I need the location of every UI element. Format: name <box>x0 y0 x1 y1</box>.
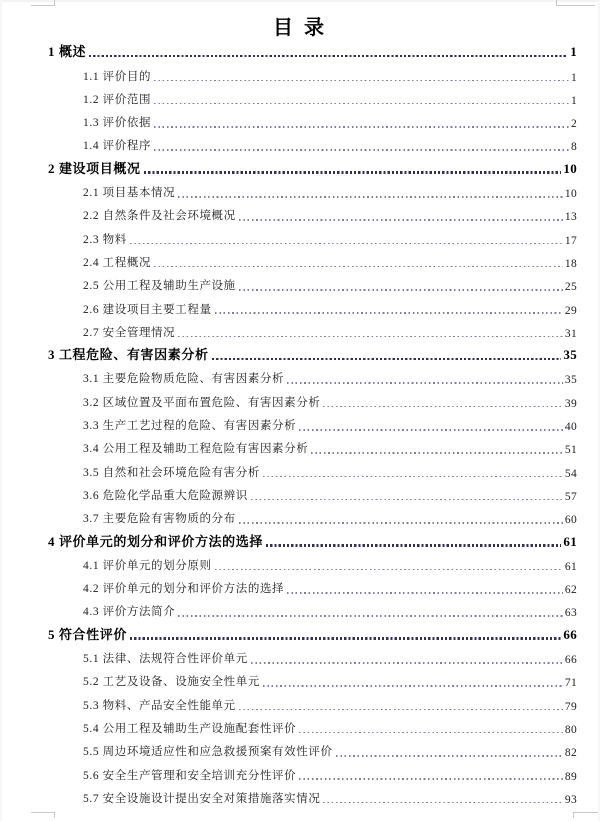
toc-entry-label: 2.5 公用工程及辅助生产设施 <box>83 280 236 293</box>
toc-leader-dots <box>178 196 563 198</box>
toc-entry-label: 4.1 评价单元的划分原则 <box>83 559 212 572</box>
toc-entry[interactable] <box>48 363 577 386</box>
toc-leader-dots <box>251 499 563 501</box>
toc-page-number: 39 <box>564 397 577 410</box>
toc-page-number: 1 <box>570 94 577 107</box>
crop-mark-top-left <box>31 0 55 6</box>
toc-entry[interactable] <box>48 177 577 200</box>
toc-page-number: 2 <box>570 118 577 131</box>
toc-entry[interactable] <box>48 736 577 759</box>
toc-leader-dots <box>336 755 563 757</box>
toc-entry[interactable] <box>48 270 577 293</box>
toc-page-number: 66 <box>563 626 577 642</box>
toc-entry-label: 4.3 评价方法简介 <box>83 606 176 619</box>
toc-leader-dots <box>263 476 563 478</box>
toc-page-number: 35 <box>563 347 577 363</box>
toc-entry[interactable] <box>48 386 577 409</box>
toc-leader-dots <box>154 126 569 128</box>
toc-entry-label: 5.6 安全生产管理和安全培训充分性评价 <box>83 769 297 782</box>
toc-entry-label: 3.4 公用工程及辅助工程危险有害因素分析 <box>83 443 309 456</box>
toc-page-number: 1 <box>570 71 577 84</box>
toc-entry-label: 1.4 评价程序 <box>83 140 152 153</box>
toc-leader-dots <box>299 778 563 780</box>
toc-leader-dots <box>130 243 563 245</box>
toc-page-number: 63 <box>564 607 577 620</box>
toc-page-number: 71 <box>564 677 577 690</box>
toc-entry[interactable] <box>48 340 577 363</box>
toc-entry[interactable] <box>48 573 577 596</box>
toc-leader-dots <box>215 569 563 571</box>
page-top-edge <box>0 0 600 2</box>
toc-entry-label: 2.4 工程概况 <box>83 256 152 269</box>
toc-leader-dots <box>287 382 563 384</box>
toc-page-number: 31 <box>564 327 577 340</box>
toc-entry[interactable] <box>48 480 577 503</box>
toc-leader-dots <box>154 266 563 268</box>
toc-page-number: 79 <box>564 700 577 713</box>
toc-leader-dots <box>323 406 562 408</box>
toc-entry[interactable] <box>48 60 577 83</box>
toc-entry[interactable] <box>48 153 577 176</box>
toc-page-number: 82 <box>564 747 577 760</box>
toc-leader-dots <box>144 171 562 173</box>
toc-entry[interactable] <box>48 84 577 107</box>
toc-entry-label: 3 工程危险、有害因素分析 <box>48 347 209 363</box>
toc-page-number: 61 <box>564 560 577 573</box>
toc-leader-dots <box>154 149 569 151</box>
toc-entry[interactable] <box>48 503 577 526</box>
toc-entry-label: 5.7 安全设施设计提出安全对策措施落实情况 <box>83 792 321 805</box>
toc-leader-dots <box>239 219 563 221</box>
toc-leader-dots <box>154 103 569 105</box>
toc-page-number: 66 <box>564 654 577 667</box>
toc-leader-dots <box>266 544 561 546</box>
toc-page-number: 10 <box>563 160 577 176</box>
toc-entry-label: 5.1 法律、法规符合性评价单元 <box>83 653 248 666</box>
toc-page-number: 25 <box>564 281 577 294</box>
toc-leader-dots <box>89 55 568 57</box>
toc-leader-dots <box>299 429 563 431</box>
toc-entry-label: 5.2 工艺及设备、设施安全性单元 <box>83 676 260 689</box>
toc-page-number: 80 <box>564 723 577 736</box>
toc-leader-dots <box>178 336 563 338</box>
toc-entry[interactable] <box>48 293 577 316</box>
toc-page-number: 61 <box>563 533 577 549</box>
toc-entry[interactable] <box>48 619 577 642</box>
toc-entry-label: 2.2 自然条件及社会环境概况 <box>83 210 236 223</box>
toc-entry[interactable] <box>48 526 577 549</box>
toc-entry-label: 3.5 自然和社会环境危险有害分析 <box>83 466 260 479</box>
toc-entry-label: 1.1 评价目的 <box>83 70 152 83</box>
toc-page-number: 18 <box>564 257 577 270</box>
toc-entry-label: 3.7 主要危险有害物质的分布 <box>83 513 236 526</box>
toc-leader-dots <box>323 802 562 804</box>
toc-page-number: 29 <box>564 304 577 317</box>
toc-leader-dots <box>239 289 563 291</box>
toc-entry-label: 2.7 安全管理情况 <box>83 326 176 339</box>
toc-entry-label: 4.2 评价单元的划分和评价方法的选择 <box>83 583 285 596</box>
toc-entry[interactable] <box>48 247 577 270</box>
toc-entry[interactable] <box>48 37 577 60</box>
toc-entry-label: 4 评价单元的划分和评价方法的选择 <box>48 533 263 549</box>
toc-leader-dots <box>212 358 562 360</box>
toc-leader-dots <box>215 312 563 314</box>
toc-page-number: 51 <box>564 444 577 457</box>
toc-list <box>48 37 577 806</box>
toc-entry-label: 1 概述 <box>48 44 87 60</box>
crop-mark-bottom-left <box>31 812 55 818</box>
toc-entry[interactable] <box>48 200 577 223</box>
toc-page-number: 8 <box>570 141 577 154</box>
toc-entry-label: 3.2 区域位置及平面布置危险、有害因素分析 <box>83 396 321 409</box>
toc-page-number: 10 <box>564 188 577 201</box>
toc-page-number: 57 <box>564 490 577 503</box>
toc-entry-label: 3.6 危险化学品重大危险源辨识 <box>83 489 248 502</box>
toc-entry-label: 3.1 主要危险物质危险、有害因素分析 <box>83 373 285 386</box>
toc-leader-dots <box>154 80 569 82</box>
toc-page-number: 40 <box>564 421 577 434</box>
toc-entry-label: 5 符合性评价 <box>48 626 127 642</box>
toc-page-number: 93 <box>564 793 577 806</box>
toc-entry[interactable] <box>48 713 577 736</box>
crop-mark-bottom-right <box>573 812 598 818</box>
toc-entry[interactable] <box>48 550 577 573</box>
toc-leader-dots <box>299 732 563 734</box>
toc-entry[interactable] <box>48 433 577 456</box>
toc-leader-dots <box>130 637 561 639</box>
toc-entry[interactable] <box>48 783 577 806</box>
toc-page-number: 35 <box>564 374 577 387</box>
toc-page-number: 1 <box>570 44 577 60</box>
toc-leader-dots <box>239 709 563 711</box>
toc-entry-label: 2 建设项目概况 <box>48 160 141 176</box>
toc-entry[interactable] <box>48 596 577 619</box>
toc-entry-label: 3.3 生产工艺过程的危险、有害因素分析 <box>83 420 297 433</box>
toc-page-number: 60 <box>564 514 577 527</box>
toc-entry-label: 5.4 公用工程及辅助生产设施配套性评价 <box>83 722 297 735</box>
toc-entry-label: 5.3 物料、产品安全性能单元 <box>83 699 236 712</box>
page-left-edge <box>0 0 2 821</box>
toc-entry[interactable] <box>48 759 577 782</box>
toc-leader-dots <box>239 522 563 524</box>
toc-entry[interactable] <box>48 317 577 340</box>
toc-entry-label: 1.2 评价范围 <box>83 93 152 106</box>
toc-leader-dots <box>178 615 563 617</box>
toc-entry[interactable] <box>48 107 577 130</box>
toc-entry[interactable] <box>48 130 577 153</box>
toc-leader-dots <box>263 685 563 687</box>
toc-leader-dots <box>251 662 563 664</box>
page-title: 目 录 <box>273 17 327 39</box>
toc-page-number: 89 <box>564 770 577 783</box>
toc-entry[interactable] <box>48 689 577 712</box>
toc-page-number: 62 <box>564 584 577 597</box>
toc-page-number: 13 <box>564 211 577 224</box>
toc-entry[interactable] <box>48 410 577 433</box>
toc-entry[interactable] <box>48 666 577 689</box>
toc-entry-label: 5.5 周边环境适应性和应急救援预案有效性评价 <box>83 746 333 759</box>
toc-entry[interactable] <box>48 456 577 479</box>
crop-mark-top-right <box>556 0 595 6</box>
toc-page-number: 54 <box>564 467 577 480</box>
toc-entry-label: 2.1 项目基本情况 <box>83 187 176 200</box>
toc-entry-label: 2.3 物料 <box>83 233 127 246</box>
toc-page-number: 17 <box>564 234 577 247</box>
toc-entry[interactable] <box>48 223 577 246</box>
toc-leader-dots <box>311 452 563 454</box>
toc-entry-label: 2.6 建设项目主要工程量 <box>83 303 212 316</box>
toc-entry-label: 1.3 评价依据 <box>83 117 152 130</box>
toc-leader-dots <box>287 592 563 594</box>
toc-entry[interactable] <box>48 643 577 666</box>
